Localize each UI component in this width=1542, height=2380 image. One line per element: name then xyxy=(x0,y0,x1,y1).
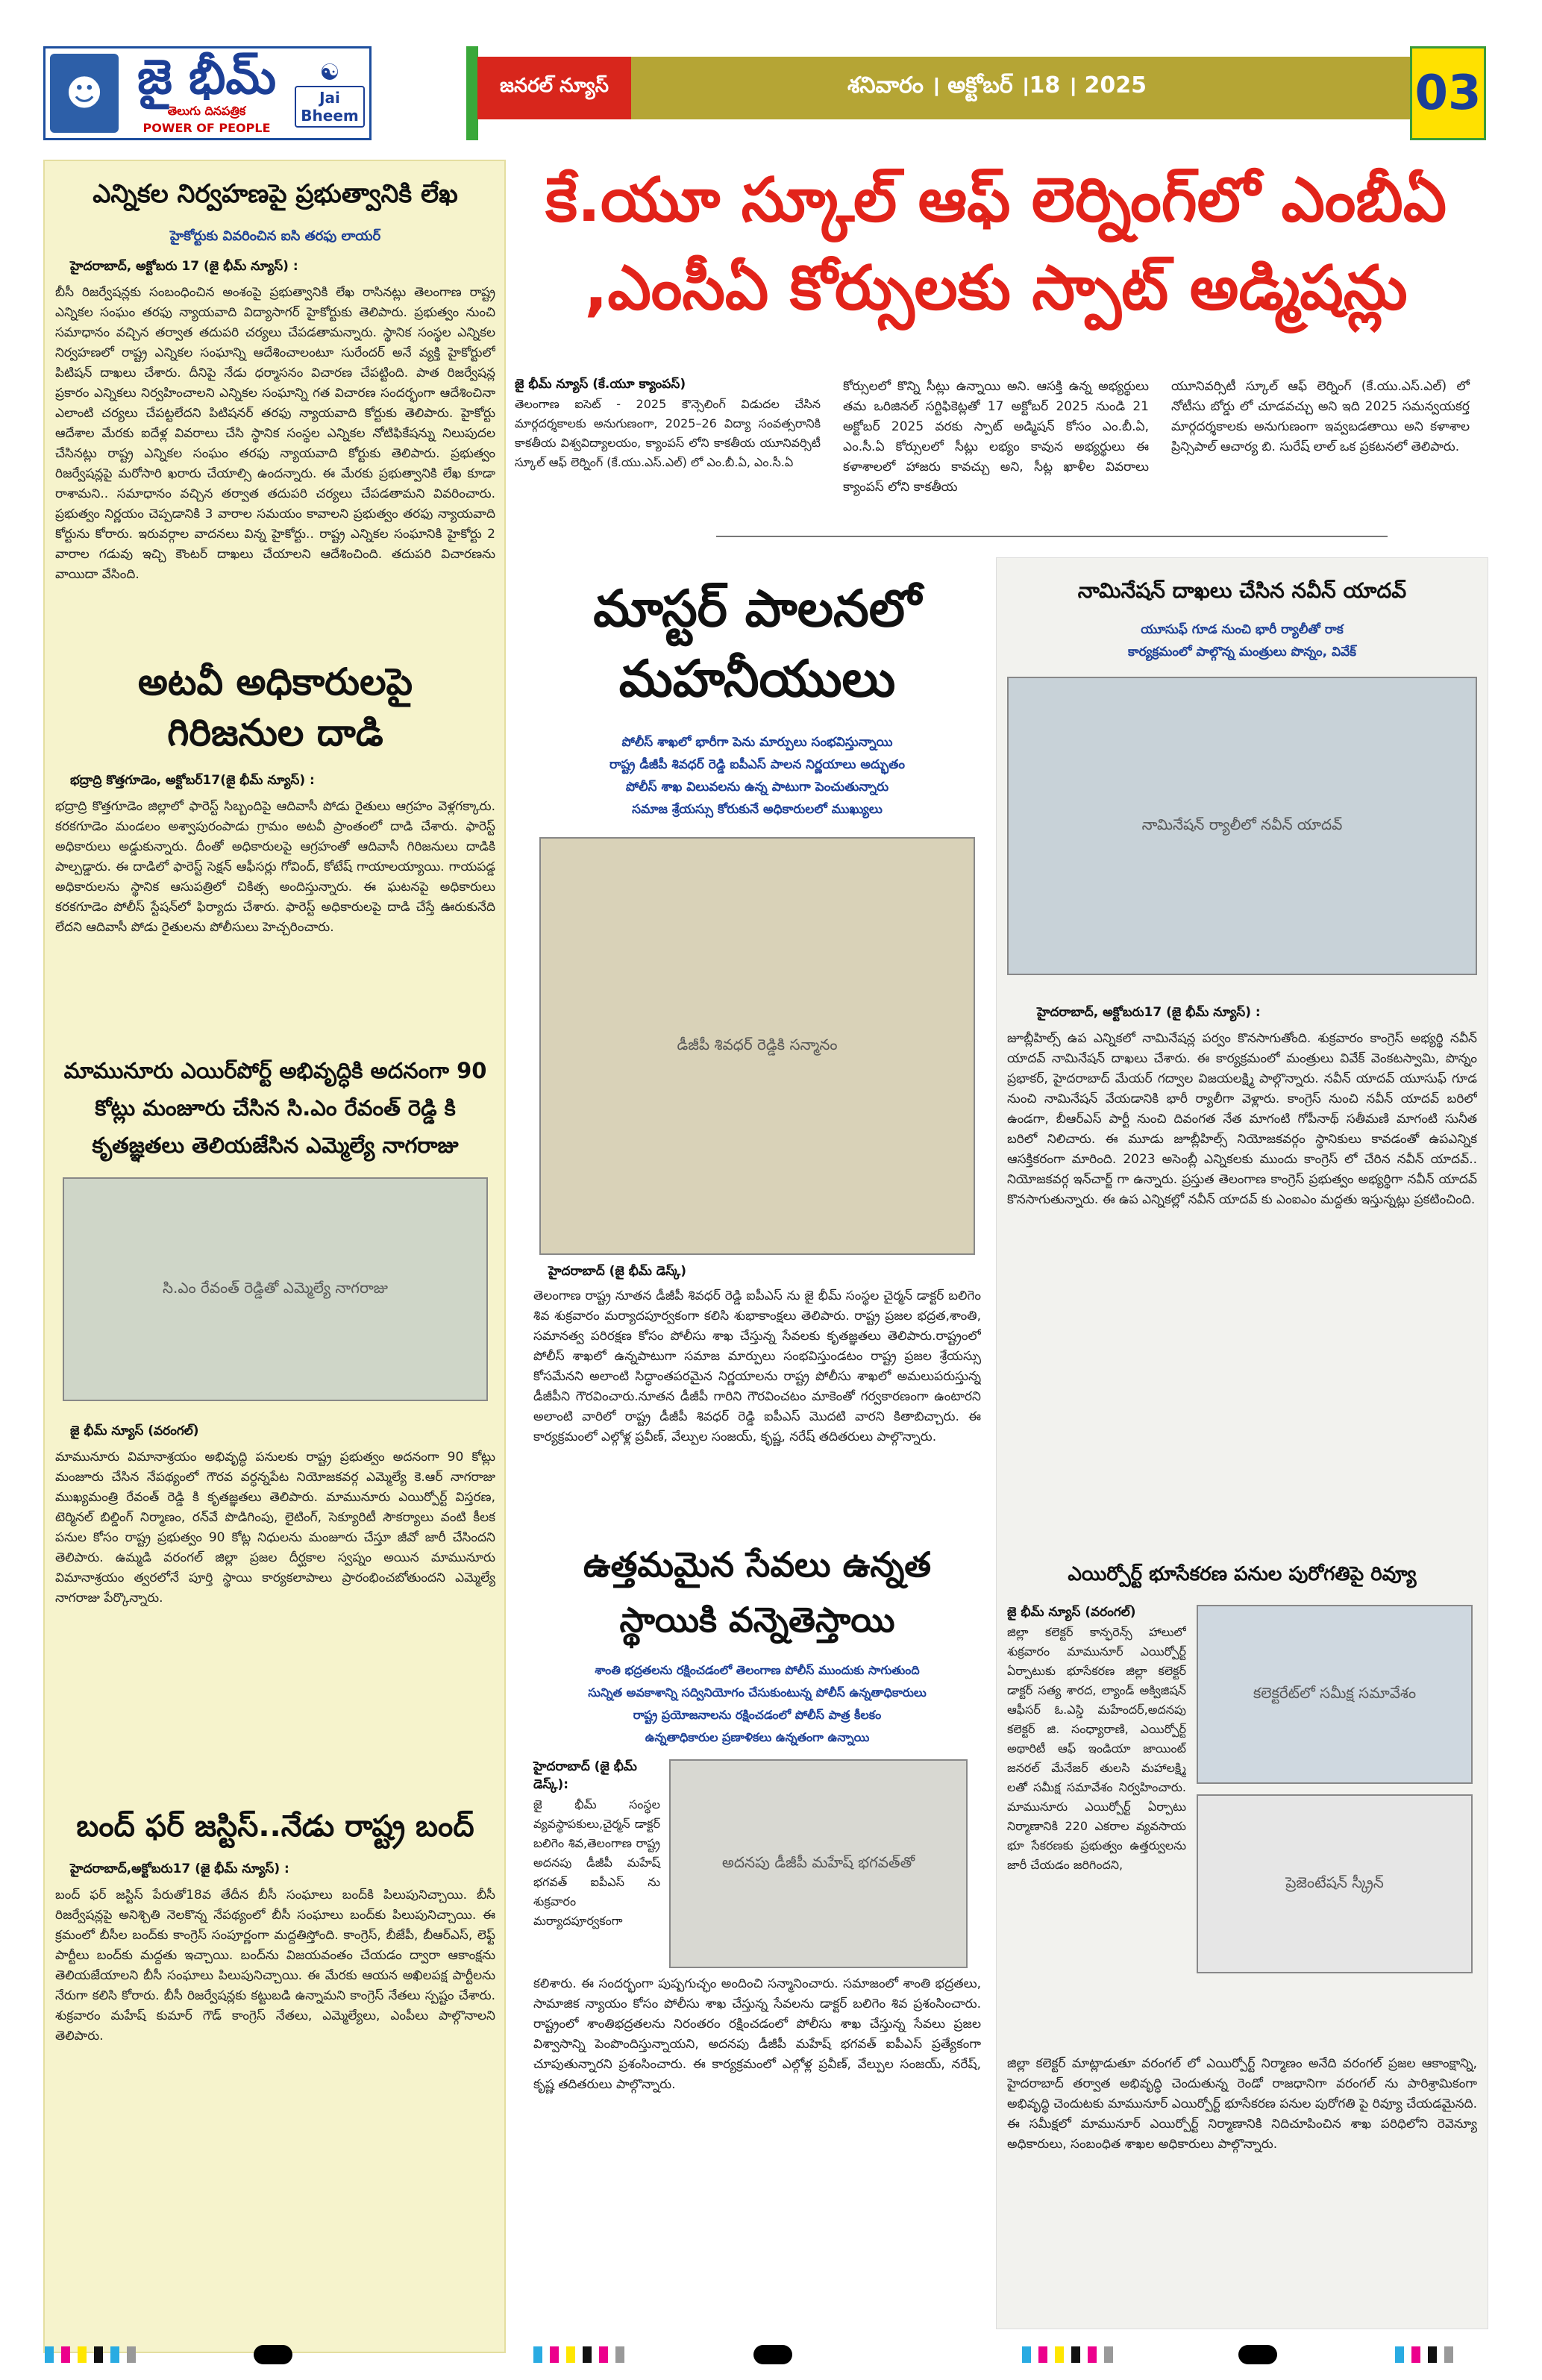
reg-mark xyxy=(533,2346,542,2363)
photo-caption: సి.ఎం రేవంత్ రెడ్డితో ఎమ్మెల్యే నాగరాజు xyxy=(162,1278,389,1297)
article-body-2: కోర్సులలో కొన్ని సీట్లు ఉన్నాయి అని. ఆసక్తి ఉన్న అభ్యర్థులు తమ ఒరిజినల్ సర్టిఫికెట్లతో 17 అక్టోబర్ 2025 నుండి 21 అక్టోబర్ 2025 వరకు స్పాట్ అడ్మిషన్ కోసం ఎం.బీ.ఏ, ఎం.సీ.ఏ కోర్సులలో సీట్లు లభ్యం కావున అభ్యర్థులు ఈ కళాశాలలో హాజరు కావచ్చు అని, సీట్ల ఖాళీల వివరాలు క్యాంపస్ లోని కాకతీయ xyxy=(843,379,1149,495)
blurb-line: ఉన్నతాధికారుల ప్రణాళికలు ఉన్నతంగా ఉన్నాయి xyxy=(645,1730,870,1744)
reg-mark xyxy=(1088,2346,1097,2363)
masthead-tagline: POWER OF PEOPLE xyxy=(142,121,271,135)
article-dgp-meeting xyxy=(533,574,981,1510)
reg-mark xyxy=(78,2346,87,2363)
blurb-list xyxy=(533,1659,981,1749)
masthead xyxy=(43,46,372,140)
side-text: జై భీమ్ సంస్థల వ్యవస్థాపకులు,చైర్మన్ డాక్టర్ బలిగెం శివ,తెలంగాణ రాష్ట్ర అదనపు డీజీపీ మహేష్ భగవత్ ఐపీఎస్ ను శుక్రవారం మర్యాదపూర్వకంగా xyxy=(533,1797,660,1928)
blurb-list xyxy=(533,731,981,821)
section-label: జనరల్ న్యూస్ xyxy=(477,57,631,119)
side-row xyxy=(1007,1605,1477,2048)
masthead-title-block xyxy=(119,51,295,135)
registration-marks-right xyxy=(1022,2346,1113,2364)
logo xyxy=(295,60,365,128)
article-state-bandh xyxy=(55,1809,495,2340)
article-election-letter xyxy=(55,179,495,641)
article-airport-funds xyxy=(55,1052,495,1787)
subheadline: హైకోర్టుకు వివరించిన ఐసి తరఫు లాయర్ xyxy=(169,228,381,244)
reg-mark xyxy=(1411,2346,1420,2363)
reg-mark xyxy=(127,2346,136,2363)
article-forest-attack xyxy=(55,657,495,1021)
reg-mark xyxy=(45,2346,54,2363)
article-body: బీసీ రిజర్వేషన్లకు సంబంధించిన అంశంపై ప్రభుత్వానికి లేఖ రాసినట్లు తెలంగాణ రాష్ట్ర ఎన్నికల సంఘం తరఫు న్యాయవాది విద్యాసాగర్ హైకోర్టుకు తెలిపారు. ప్రభుత్వం నుంచి సమాధానం వచ్చిన తర్వాత తదుపరి చర్యలు చేపడతామన్నారు. స్థానిక సంస్థల ఎన్నికల నిర్వహణలో రాష్ట్ర ఎన్నికల సంఘాన్ని ఆదేశించాలంటూ సురేందర్ అనే వ్యక్తి హైకోర్టులో పిటిషన్ దాఖలు చేశారు. దీనిపై నేడు ధర్మాసనం విచారణ చేపట్టింది. పాత రిజర్వేషన్ల ప్రకారం ఎన్నికలు నిర్వహించాలని ఎన్నికల సంఘాన్ని గత విచారణ సందర్భంగా ఆదేశించినా ఎలాంటి చర్యలు చేపట్టలేదని పిటిషనర్ తరఫు న్యాయవాది కోర్టుకు తెలిపారు. హైకోర్టు ఆదేశాల మేరకు ఐదేళ్ల వివరాలు చేసి స్థానిక సంస్థల ఎన్నికల నోటిఫికేషన్ను నిలుపుదల చేసినట్లు రాష్ట్ర ఎన్నికల సంఘం తరఫు న్యాయవాది కోర్టుకు తెలిపారు. ప్రభుత్వం రిజర్వేషన్లపై మరోసారి ఖరారు చేయాల్సి ఉందన్నారు. ఈ మేరకు ప్రభుత్వానికి లేఖ కూడా రాశామని.. సమాధానం వచ్చిన తర్వాత తదుపరి చర్యలు చేపడతామని వివరించారు. ప్రభుత్వం నిర్ణయం చెప్పడానికి 3 వారాల సమయం కావాలని ప్రభుత్వం తరఫు న్యాయవాది కోర్టును కోరారు. ఇరువర్గాల వాదనలు విన్న హైకోర్టు.. రాష్ట్ర ఎన్నికల సంఘానికి హైకోర్టు 2 వారాల గడువు ఇచ్చి కౌంటర్ దాఖలు చేయాలని ఆదేశించింది. తదుపరి విచారణను వాయిదా వేసింది. xyxy=(55,285,495,582)
reg-mark xyxy=(1428,2346,1437,2363)
article-body: బంద్ ఫర్ జస్టిస్ పేరుతో18వ తేదీన బీసీ సంఘాలు బంద్‌కి పిలుపునిచ్చాయి. బీసీ రిజర్వేషన్లపై అనిశ్చితి నెలకొన్న నేపథ్యంలో బీసీ సంఘాలు బంద్‌కు పిలుపునిచ్చాయి. ఈ క్రమంలో బీసీల బంద్‌కు కాంగ్రెస్ సంపూర్ణంగా మద్దతిస్తోంది. కాంగ్రెస్, బీజేపీ, బీఆర్ఎస్, లెఫ్ట్ పార్టీలు బంద్‌కు మద్దతు ఇచ్చాయి. బంద్‌ను విజయవంతం చేయడం ద్వారా ఆకాంక్షను తెలియజేయాలని బీసీ సంఘాలు పిలుపునిచ్చాయి. ఈ మేరకు ఆయన అఖిలపక్ష పార్టీలను నేరుగా కలిసి కోరారు. బీసీ రిజర్వేషన్లకు కట్టుబడి ఉన్నామని కాంగ్రెస్ నేతలు స్పష్టం చేశారు. శుక్రవారం మహేష్ కుమార్ గౌడ్ కాంగ్రెస్ నేతలు, ఎమ్మెల్యేలు, ఎంపీలు పాల్గొనాలని తెలిపారు. xyxy=(55,1888,495,2044)
headline: బంద్ ఫర్ జస్టిస్..నేడు రాష్ట్ర బంద్ xyxy=(76,1809,474,1844)
masthead-title: జై భీమ్ xyxy=(137,50,277,105)
divider-bar xyxy=(466,46,478,140)
blurb-line: రాష్ట్ర ప్రయోజనాలను రక్షించడంలో పోలీస్ పాత్ర కీలకం xyxy=(633,1708,882,1722)
article-body-1: తెలంగాణ ఐసెట్ - 2025 కౌన్సెలింగ్ విడుదల చేసిన మార్గదర్శకాలకు అనుగుణంగా, 2025–26 విద్యా సంవత్సరానికి కాకతీయ విశ్వవిద్యాలయం, క్యాంపస్ లోని కాకతీయ యూనివర్సిటీ స్కూల్ ఆఫ్ లెర్నింగ్ (కే.యు.ఎస్.ఎల్) లో ఎం.బీ.ఏ, ఎం.సీ.ఏ xyxy=(515,397,821,469)
ku-col-1 xyxy=(515,377,821,498)
headline: ఉత్తమమైన సేవలు ఉన్నత స్థాయికి వన్నెతెస్తాయి xyxy=(583,1544,932,1640)
reg-mark xyxy=(583,2346,592,2363)
reg-mark xyxy=(615,2346,624,2363)
logo-icon: ☯ xyxy=(319,59,340,86)
photo-caption: నామినేషన్ ర్యాలీలో నవీన్ యాదవ్ xyxy=(1141,815,1343,833)
blurb-line: శాంతి భద్రతలను రక్షించడంలో తెలంగాణ పోలీస్ ముందుకు సాగుతుంది xyxy=(595,1663,920,1677)
article-body-3: యూనివర్సిటీ స్కూల్ ఆఫ్ లెర్నింగ్ (కే.యు.ఎస్.ఎల్) లో నోటీసు బోర్డు లో చూడవచ్చు అని ఇది 2025 సమన్వయకర్త మార్గదర్శకాలకు అనుగుణంగా ఇవ్వబడతాయి అని కళాశాల ప్రిన్సిపాల్ ఆచార్య బి. సురేష్ లాల్ ఒక ప్రకటనలో తెలిపారు. xyxy=(1171,379,1470,454)
side-col xyxy=(1007,1605,1186,2048)
reg-mark xyxy=(1055,2346,1064,2363)
photo-cm-mla xyxy=(63,1177,488,1401)
dateline: జై భీమ్ న్యూస్ (కే.యూ క్యాంపస్) xyxy=(515,377,686,392)
blurb-line: పోలీస్ శాఖ విలువలను ఉన్న పాటుగా పెంచుతున్నారు xyxy=(625,780,889,795)
blurb-line: రాష్ట్ర డీజీపీ శివధర్ రెడ్డి ఐపీఎస్ పాలన నిర్ణయాలు అద్భుతం xyxy=(609,757,905,772)
registration-marks-far-right xyxy=(1395,2346,1453,2364)
blurb-list xyxy=(1007,619,1477,663)
side-text: జిల్లా కలెక్టర్ కాన్ఫరెన్స్ హాలులో శుక్రవారం మామునూర్ ఎయిర్పోర్ట్ ఏర్పాటుకు భూసేకరణ జిల్లా కలెక్టర్ డాక్టర్ సత్య శారద, ల్యాండ్ అక్విజిషన్ ఆఫీసర్ ఓ.ఎస్డి మహేందర్,అదనపు కలెక్టర్ జి. సంధ్యారాణి, ఎయిర్పోర్ట్ అథారిటీ ఆఫ్ ఇండియా జాయింట్ జనరల్ మేనేజర్ తులసి మహాలక్ష్మి లతో సమీక్ష సమావేశం నిర్వహించారు. మామునూరు ఎయిర్పోర్ట్ ఏర్పాటు నిర్మాణానికి 220 ఎకరాల వ్యవసాయ భూ సేకరణకు ప్రభుత్వం ఉత్తర్వులను జారీ చేయడం జరిగిందని, xyxy=(1007,1625,1186,1872)
side-row xyxy=(533,1759,981,1968)
headline: మాస్టర్ పాలనలో మహనీయులు xyxy=(593,580,921,709)
blurb-line: పోలీస్ శాఖలో భారీగా పెను మార్పులు సంభవిస్తున్నాయి xyxy=(621,735,893,750)
dateline: హైదరాబాద్ (జై భీమ్ డెస్క్) xyxy=(548,1264,687,1279)
header-banner xyxy=(477,57,1410,119)
article-naveen-nomination xyxy=(1007,578,1477,1566)
reg-mark xyxy=(566,2346,575,2363)
page-number: 03 xyxy=(1410,46,1486,140)
article-body: కలిశారు. ఈ సందర్భంగా పుష్పగుచ్ఛం అందించి సన్మానించారు. సమాజంలో శాంతి భద్రతలు, సామాజిక న్యాయం కోసం పోలీసు శాఖ చేస్తున్న సేవలను డాక్టర్ బలిగెం శివ ప్రశంసించారు. రాష్ట్రంలో శాంతిభద్రతలను నిరంతరం రక్షించడంలో పోలీసు శాఖ చేస్తున్న సేవలు ప్రజల విశ్వాసాన్ని పెంపొందిస్తున్నాయని, అదనపు డీజీపీ మహేష్ భగవత్ ఐపీఎస్ ప్రత్యేకంగా చూపుతున్నారని ప్రశంసించారు. ఈ కార్యక్రమంలో ఎల్గోళ్ల ప్రవీణ్, వేల్పుల సంజయ్, నరేష్, కృష్ణ తదితరులు పాల్గొన్నారు. xyxy=(533,1976,981,2092)
dateline: హైదరాబాద్, అక్టోబరు17 (జై భీమ్ న్యూస్) : xyxy=(1037,1005,1261,1020)
dateline: భద్రాద్రి కొత్తగూడెం, అక్టోబర్17(జై భీమ్ న్యూస్) : xyxy=(70,773,315,788)
article-airport-review xyxy=(1007,1563,1477,2337)
masthead-sub: తెలుగు దినపత్రిక xyxy=(167,104,246,118)
headline: ఎయిర్పోర్ట్ భూసేకరణ పనుల పురోగతిపై రివ్యూ xyxy=(1068,1563,1417,1585)
reg-mark xyxy=(1444,2346,1453,2363)
article-body: తెలంగాణ రాష్ట్ర నూతన డీజీపీ శివధర్ రెడ్డి ఐపీఎస్ ను జై భీమ్ సంస్థల చైర్మన్ డాక్టర్ బలిగెం శివ శుక్రవారం మర్యాదపూర్వకంగా కలిసి శుభాకాంక్షలు తెలిపారు. రాష్ట్ర ప్రజల భద్రత,శాంతి, సమానత్వ పరిరక్షణ కోసం పోలీసు శాఖ చేస్తున్న సేవలకు కృతజ్ఞతలు తెలిపారు.రాష్ట్రంలో పోలీస్ శాఖలో ఉన్నపాటుగా సమాజ మార్పులు సంభవిస్తుండటం రాష్ట్ర ప్రజల శ్రేయస్సు కోసమేనని అలాంటి సిద్ధాంతపరమైన నిర్ణయాలను రాష్ట్ర పోలీసు శాఖలో అమలుపరుస్తున్న డీజీపీని గౌరవించారు.నూతన డీజీపీ గారిని గౌరవించటం మాకెంతో గర్వకారణంగా ఉంటారని అలాంటి వారిలో రాష్ట్ర డీజీపీ శివధర్ రెడ్డి ఐపీఎస్ మొదటి వారని కితాబిచ్చారు. ఈ కార్యక్రమంలో ఎల్గోళ్ల ప్రవీణ్, వేల్పుల సంజయ్, కృష్ణ, నరేష్ తదితరులు పాల్గొన్నారు. xyxy=(533,1288,981,1444)
issue-date: శనివారం । అక్టోబర్ ।18 । 2025 xyxy=(847,72,1147,98)
reg-mark xyxy=(1071,2346,1080,2363)
dateline: జై భీమ్ న్యూస్ (వరంగల్) xyxy=(70,1424,199,1438)
article-ku-admissions xyxy=(515,377,1477,498)
dateline: హైదరాబాద్,అక్టోబరు17 (జై భీమ్ న్యూస్) : xyxy=(70,1861,289,1876)
photo-review-meeting xyxy=(1197,1605,1473,1784)
reg-mark xyxy=(61,2346,70,2363)
reg-mark xyxy=(550,2346,559,2363)
photo-nomination-rally xyxy=(1007,677,1477,975)
reg-mark xyxy=(1038,2346,1047,2363)
dateline: జై భీమ్ న్యూస్ (వరంగల్) xyxy=(1007,1605,1136,1620)
article-body: భద్రాద్రి కొత్తగూడెం జిల్లాలో ఫారెస్ట్ సిబ్బందిపై ఆదివాసీ పోడు రైతులు ఆగ్రహం వెళ్లగక్కారు. కరకగూడెం మండలం అశ్వాపురంపాడు గ్రామం అటవీ ప్రాంతంలో దాడి చేశారు. ఫారెస్ట్ అధికారులు అడ్డుకున్నారు. దీంతో అధికారులపై ఆగ్రహంతో ఆదివాసీ గిరిజనులు దాడికి పాల్పడ్డారు. ఈ దాడిలో ఫారెస్ట్ సెక్షన్ ఆఫీసర్లు గోవింద్, కోటేష్ గాయాలయ్యాయి. గాయపడ్డ అధికారులను స్థానిక ఆసుపత్రిలో చికిత్స అందిస్తున్నారు. ఈ ఘటనపై అధికారులు కరకగూడెం పోలీస్ స్టేషన్‌లో ఫిర్యాదు చేశారు. ఫారెస్ట్ అధికారులపై దాడి చేస్తే ఊరుకునేది లేదని ఆదివాసీ పోడు రైతులను పోలీసులు హెచ్చరించారు. xyxy=(55,799,495,935)
registration-marks-center xyxy=(533,2346,624,2364)
blurb-line: సున్నిత అవకాశాన్ని సద్వినియోగం చేసుకుంటున్న పోలీస్ ఉన్నతాధికారులు xyxy=(588,1685,927,1700)
reg-oval xyxy=(753,2345,792,2364)
divider xyxy=(716,536,1388,537)
reg-mark xyxy=(599,2346,608,2363)
reg-mark xyxy=(1395,2346,1404,2363)
logo-text: Jai Bheem xyxy=(295,86,365,128)
photo-col xyxy=(1197,1605,1477,2048)
blurb-line: కార్యక్రమంలో పాల్గొన్న మంత్రులు పొన్నం, వివేక్ xyxy=(1127,645,1357,660)
reg-mark xyxy=(110,2346,119,2363)
photo-caption: కలెక్టరేట్‌లో సమీక్ష సమావేశం xyxy=(1253,1683,1417,1702)
headline: మామునూరు ఎయిర్‌పోర్ట్ అభివృద్ధికి అదనంగా 90 కోట్లు మంజూరు చేసిన సి.ఎం రేవంత్ రెడ్డి కి కృతజ్ఞతలు తెలియజేసిన ఎమ్మెల్యే నాగరాజు xyxy=(63,1058,487,1158)
reg-mark xyxy=(1022,2346,1031,2363)
headline: ఎన్నికల నిర్వహణపై ప్రభుత్వానికి లేఖ xyxy=(93,179,458,209)
reg-oval xyxy=(1238,2345,1277,2364)
photo-dgp xyxy=(539,837,975,1255)
photo-presentation xyxy=(1197,1794,1473,1973)
dateline: హైదరాబాద్ (జై భీమ్ డెస్క్): xyxy=(533,1759,637,1792)
headline: నామినేషన్ దాఖలు చేసిన నవీన్ యాదవ్ xyxy=(1077,578,1407,603)
reg-mark xyxy=(94,2346,103,2363)
side-col xyxy=(533,1759,660,1968)
photo-caption: డీజీపీ శివధర్ రెడ్డికి సన్మానం xyxy=(677,1035,838,1053)
main-headline: కే.యూ స్కూల్ ఆఫ్ లెర్నింగ్‌లో ఎంబీఏ ,ఎంసీఏ కోర్సులకు స్పాట్ అడ్మిషన్లు xyxy=(545,165,1447,324)
article-body: జిల్లా కలెక్టర్ మాట్లాడుతూ వరంగల్ లో ఎయిర్పోర్ట్ నిర్మాణం అనేది వరంగల్ ప్రజల ఆకాంక్షాన్ని, హైదరాబాద్ తర్వాత అభివృద్ధి చెందుతున్న రెండో రాజధానిగా వరంగల్ ను పారిశ్రామికంగా అభివృద్ధి చెందుటకు మామునూర్ ఎయిర్పోర్ట్ భూసేకరణ పనుల పురోగతి పై రివ్యూ చేయడమైనది. ఈ సమీక్షలో మామునూర్ ఎయిర్పోర్ట్ నిర్మాణానికి నిదిచూపించిన శాఖ పరిధిలోని రెవెన్యూ అధికారులు, సంబంధిత శాఖల అధికారులు పాల్గొన్నారు. xyxy=(1007,2056,1477,2152)
article-body: మామునూరు విమానాశ్రయం అభివృద్ధి పనులకు రాష్ట్ర ప్రభుత్వం అదనంగా 90 కోట్లు మంజూరు చేసిన నేపథ్యంలో గౌరవ వర్ధన్నపేట నియోజకవర్గ ఎమ్మెల్యే కె.ఆర్ నాగరాజు ముఖ్యమంత్రి రేవంత్ రెడ్డి కి కృతజ్ఞతలు తెలిపారు. మామునూరు ఎయిర్పోర్ట్ విస్తరణ, టెర్మినల్ బిల్డింగ్ నిర్మాణం, రన్‌వే పొడిగింపు, లైటింగ్, సెక్యూరిటీ సౌకర్యాలు వంటి కీలక పనుల కోసం రాష్ట్ర ప్రభుత్వం 90 కోట్ల నిధులను మంజూరు చేస్తూ జీవో జారీ చేసిందని తెలిపారు. ఉమ్మడి వరంగల్ జిల్లా ప్రజల దీర్ఘకాల స్వప్నం అయిన మామునూరు విమానాశ్రయం త్వరలోనే పూర్తి స్థాయి కార్యకలాపాలు ప్రారంభించబోతుందని ఎమ్మెల్యే నాగరాజు పేర్కొన్నారు. xyxy=(55,1450,495,1606)
registration-marks-left xyxy=(45,2346,136,2364)
reg-mark xyxy=(1104,2346,1113,2363)
article-body: జూబ్లీహిల్స్ ఉప ఎన్నికలో నామినేషన్ల పర్వం కొనసాగుతోంది. శుక్రవారం కాంగ్రెస్ అభ్యర్థి నవీన్ యాదవ్ నామినేషన్ దాఖలు చేశారు. ఈ కార్యక్రమంలో మంత్రులు వివేక్ వెంకటస్వామి, పొన్నం ప్రభాకర్, హైదరాబాద్ మేయర్ గద్వాల విజయలక్ష్మి పాల్గొన్నారు. నవీన్ యాదవ్ యూసుఫ్ గూడ నుంచి నామినేషన్ వేయడానికి భారీ ర్యాలీగా వెళ్లారు. కాంగ్రెస్ నుంచి నవీన్ యాదవ్ బరిలో ఉండగా, బీఆర్ఎస్ పార్టీ నుంచి దివంగత నేత మాగంటి గోపీనాథ్ సతీమణి మాగంటి సునీత బరిలో నిలిచారు. ఈ మూడు జూబ్లీహిల్స్ నియోజకవర్గం స్థానికులు కావడంతో ఉపఎన్నిక ఆసక్తికరంగా మారింది. 2023 అసెంబ్లీ ఎన్నికలకు ముందు కాంగ్రెస్ లో చేరిన నవీన్ యాదవ్.. నియోజకవర్గ ఇన్‌చార్జ్ గా ఉన్నారు. ప్రస్తుత తెలంగాణ కాంగ్రెస్ ప్రభుత్వం అభ్యర్థిగా నవీన్ యాదవ్ కొనసాగుతున్నారు. ఈ ఉప ఎన్నికల్లో నవీన్ యాదవ్ కు ఎంఐఎం మద్దతు ఇస్తున్నట్లు ప్రకటించింది. xyxy=(1007,1031,1477,1207)
headline: అటవీ అధికారులపై గిరిజనుల దాడి xyxy=(137,660,413,754)
portrait-icon: ☻ xyxy=(50,54,119,133)
blurb-line: యూసుఫ్ గూడ నుంచి భారీ ర్యాలీతో రాక xyxy=(1141,622,1344,637)
photo-addl-dgp xyxy=(669,1759,968,1968)
reg-oval xyxy=(254,2345,292,2364)
photo-caption: అదనపు డీజీపీ మహేష్ భగవత్‌తో xyxy=(721,1853,915,1871)
dateline: హైదరాబాద్, అక్టోబరు 17 (జై భీమ్ న్యూస్) : xyxy=(70,259,298,274)
article-addl-dgp xyxy=(533,1537,981,2380)
blurb-line: సమాజ శ్రేయస్సు కోరుకునే అధికారులలో ముఖ్యులు xyxy=(632,802,883,817)
photo-caption: ప్రెజెంటేషన్ స్క్రీన్ xyxy=(1285,1873,1384,1891)
